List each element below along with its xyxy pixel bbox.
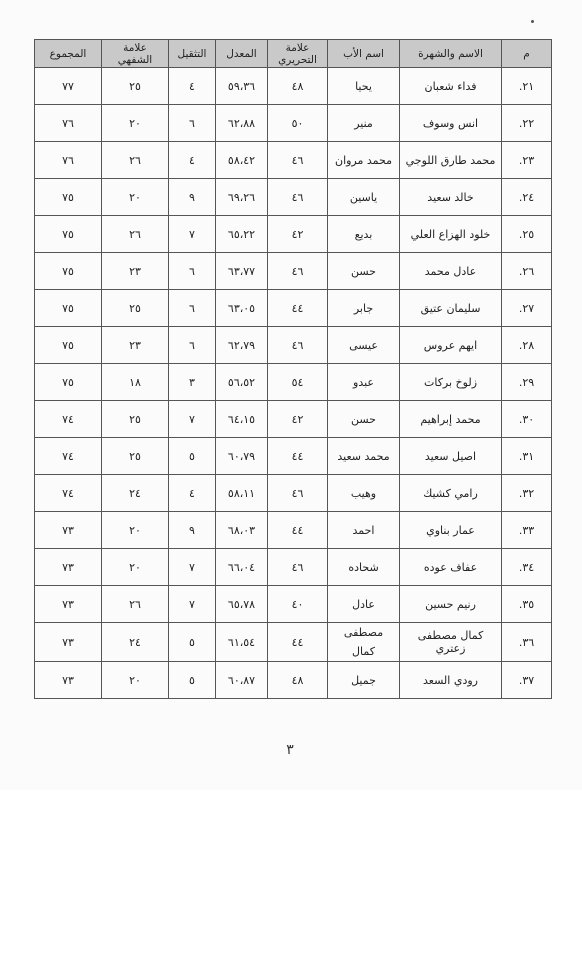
cell-father: شحاده bbox=[328, 549, 400, 586]
table-row bbox=[35, 512, 552, 549]
cell-oral: ٢٦ bbox=[102, 216, 169, 253]
cell-average: ٦١،٥٤ bbox=[216, 623, 268, 662]
cell-oral: ٢٥ bbox=[102, 68, 169, 105]
cell-total: ٧٣ bbox=[35, 512, 102, 549]
cell-oral: ٢٣ bbox=[102, 253, 169, 290]
cell-name: خالد سعيد bbox=[400, 179, 502, 216]
cell-average: ٦٢،٨٨ bbox=[216, 105, 268, 142]
table-row bbox=[35, 253, 552, 290]
table-row bbox=[35, 438, 552, 475]
cell-num: ٣٦. bbox=[502, 623, 552, 662]
cell-transfer: ٧ bbox=[169, 586, 216, 623]
cell-name: زلوخ بركات bbox=[400, 364, 502, 401]
page-number: ٣ bbox=[286, 742, 294, 758]
cell-transfer: ٦ bbox=[169, 290, 216, 327]
cell-name: رنيم حسين bbox=[400, 586, 502, 623]
cell-total: ٧٥ bbox=[35, 253, 102, 290]
cell-written: ٤٦ bbox=[268, 475, 328, 512]
cell-transfer: ٤ bbox=[169, 475, 216, 512]
header-average: المعدل bbox=[216, 40, 268, 68]
cell-written: ٤٦ bbox=[268, 327, 328, 364]
cell-total: ٧٣ bbox=[35, 662, 102, 699]
cell-transfer: ٥ bbox=[169, 438, 216, 475]
cell-average: ٥٦،٥٢ bbox=[216, 364, 268, 401]
cell-num: ٣٢. bbox=[502, 475, 552, 512]
cell-oral: ١٨ bbox=[102, 364, 169, 401]
header-oral: علامة الشفهي bbox=[102, 40, 169, 68]
cell-name: اصيل سعيد bbox=[400, 438, 502, 475]
cell-average: ٦٩،٢٦ bbox=[216, 179, 268, 216]
table-row bbox=[35, 549, 552, 586]
cell-written: ٤٤ bbox=[268, 290, 328, 327]
cell-average: ٥٨،٤٢ bbox=[216, 142, 268, 179]
cell-average: ٥٨،١١ bbox=[216, 475, 268, 512]
cell-written: ٤٦ bbox=[268, 549, 328, 586]
cell-transfer: ٥ bbox=[169, 662, 216, 699]
cell-oral: ٢٠ bbox=[102, 549, 169, 586]
cell-average: ٥٩،٣٦ bbox=[216, 68, 268, 105]
cell-transfer: ٧ bbox=[169, 401, 216, 438]
cell-name: عفاف عوده bbox=[400, 549, 502, 586]
cell-written: ٤٢ bbox=[268, 401, 328, 438]
cell-oral: ٢٤ bbox=[102, 623, 169, 662]
cell-written: ٤٢ bbox=[268, 216, 328, 253]
cell-average: ٦٣،٠٥ bbox=[216, 290, 268, 327]
table-row bbox=[35, 179, 552, 216]
cell-name: كمال مصطفى زعتري bbox=[400, 623, 502, 662]
cell-name: عادل محمد bbox=[400, 253, 502, 290]
cell-num: ٢٥. bbox=[502, 216, 552, 253]
cell-name: عمار بناوي bbox=[400, 512, 502, 549]
cell-transfer: ٥ bbox=[169, 623, 216, 662]
cell-father: جميل bbox=[328, 662, 400, 699]
cell-total: ٧٤ bbox=[35, 438, 102, 475]
table-row bbox=[35, 662, 552, 699]
cell-average: ٦٨،٠٣ bbox=[216, 512, 268, 549]
cell-transfer: ٤ bbox=[169, 142, 216, 179]
table-row bbox=[35, 475, 552, 512]
cell-average: ٦٠،٨٧ bbox=[216, 662, 268, 699]
cell-average: ٦٥،٧٨ bbox=[216, 586, 268, 623]
cell-father: يحيا bbox=[328, 68, 400, 105]
cell-name: رامي كشيك bbox=[400, 475, 502, 512]
grades-table bbox=[34, 39, 552, 699]
cell-num: ٢٩. bbox=[502, 364, 552, 401]
cell-total: ٧٥ bbox=[35, 290, 102, 327]
cell-name: سليمان عتيق bbox=[400, 290, 502, 327]
cell-oral: ٢٠ bbox=[102, 512, 169, 549]
cell-written: ٥٠ bbox=[268, 105, 328, 142]
scan-speck bbox=[531, 20, 534, 23]
cell-oral: ٢٠ bbox=[102, 179, 169, 216]
cell-transfer: ٩ bbox=[169, 512, 216, 549]
table-row bbox=[35, 105, 552, 142]
cell-num: ٢١. bbox=[502, 68, 552, 105]
cell-transfer: ٦ bbox=[169, 327, 216, 364]
cell-father: عادل bbox=[328, 586, 400, 623]
cell-name: ايهم عروس bbox=[400, 327, 502, 364]
header-transfer: التثقيل bbox=[169, 40, 216, 68]
cell-father: محمد سعيد bbox=[328, 438, 400, 475]
cell-father: بديع bbox=[328, 216, 400, 253]
cell-num: ٣٠. bbox=[502, 401, 552, 438]
cell-written: ٥٤ bbox=[268, 364, 328, 401]
cell-num: ٢٦. bbox=[502, 253, 552, 290]
cell-oral: ٢٤ bbox=[102, 475, 169, 512]
cell-oral: ٢٣ bbox=[102, 327, 169, 364]
cell-father: وهيب bbox=[328, 475, 400, 512]
header-total: المجموع bbox=[35, 40, 102, 68]
cell-num: ٢٣. bbox=[502, 142, 552, 179]
cell-written: ٤٤ bbox=[268, 623, 328, 662]
cell-oral: ٢٦ bbox=[102, 586, 169, 623]
cell-num: ٣١. bbox=[502, 438, 552, 475]
cell-transfer: ٣ bbox=[169, 364, 216, 401]
cell-written: ٤٨ bbox=[268, 662, 328, 699]
cell-father: جابر bbox=[328, 290, 400, 327]
cell-oral: ٢٠ bbox=[102, 662, 169, 699]
cell-total: ٧٤ bbox=[35, 401, 102, 438]
cell-oral: ٢٥ bbox=[102, 401, 169, 438]
cell-father: احمد bbox=[328, 512, 400, 549]
cell-num: ٣٣. bbox=[502, 512, 552, 549]
cell-transfer: ٤ bbox=[169, 68, 216, 105]
cell-written: ٤٠ bbox=[268, 586, 328, 623]
cell-num: ٣٥. bbox=[502, 586, 552, 623]
cell-num: ٢٢. bbox=[502, 105, 552, 142]
table-row bbox=[35, 327, 552, 364]
cell-written: ٤٤ bbox=[268, 438, 328, 475]
table-row bbox=[35, 216, 552, 253]
cell-num: ٢٧. bbox=[502, 290, 552, 327]
cell-num: ٣٤. bbox=[502, 549, 552, 586]
cell-average: ٦٥،٢٢ bbox=[216, 216, 268, 253]
cell-written: ٤٦ bbox=[268, 253, 328, 290]
cell-name: رودي السعد bbox=[400, 662, 502, 699]
cell-name: محمد طارق اللوجي bbox=[400, 142, 502, 179]
cell-father: عبدو bbox=[328, 364, 400, 401]
table-row bbox=[35, 290, 552, 327]
cell-total: ٧٣ bbox=[35, 586, 102, 623]
cell-transfer: ٦ bbox=[169, 105, 216, 142]
cell-written: ٤٦ bbox=[268, 142, 328, 179]
cell-average: ٦٤،١٥ bbox=[216, 401, 268, 438]
cell-father: منير bbox=[328, 105, 400, 142]
cell-num: ٢٤. bbox=[502, 179, 552, 216]
cell-num: ٢٨. bbox=[502, 327, 552, 364]
cell-total: ٧٥ bbox=[35, 327, 102, 364]
cell-total: ٧٧ bbox=[35, 68, 102, 105]
cell-transfer: ٧ bbox=[169, 549, 216, 586]
cell-total: ٧٣ bbox=[35, 549, 102, 586]
table-row bbox=[35, 586, 552, 623]
cell-transfer: ٧ bbox=[169, 216, 216, 253]
cell-total: ٧٦ bbox=[35, 142, 102, 179]
header-row bbox=[35, 40, 552, 68]
cell-total: ٧٥ bbox=[35, 216, 102, 253]
cell-name: انس وسوف bbox=[400, 105, 502, 142]
cell-written: ٤٦ bbox=[268, 179, 328, 216]
cell-average: ٦٠،٧٩ bbox=[216, 438, 268, 475]
cell-average: ٦٣،٧٧ bbox=[216, 253, 268, 290]
page-margin bbox=[0, 790, 582, 960]
cell-name: محمد إبراهيم bbox=[400, 401, 502, 438]
cell-transfer: ٦ bbox=[169, 253, 216, 290]
cell-oral: ٢٥ bbox=[102, 438, 169, 475]
header-father: اسم الأب bbox=[328, 40, 400, 68]
table-row bbox=[35, 401, 552, 438]
cell-name: فداء شعبان bbox=[400, 68, 502, 105]
cell-oral: ٢٦ bbox=[102, 142, 169, 179]
cell-oral: ٢٥ bbox=[102, 290, 169, 327]
cell-total: ٧٥ bbox=[35, 179, 102, 216]
cell-father: حسن bbox=[328, 401, 400, 438]
cell-written: ٤٤ bbox=[268, 512, 328, 549]
cell-average: ٦٢،٧٩ bbox=[216, 327, 268, 364]
header-written: علامة التحريري bbox=[268, 40, 328, 68]
cell-oral: ٢٠ bbox=[102, 105, 169, 142]
cell-written: ٤٨ bbox=[268, 68, 328, 105]
cell-total: ٧٥ bbox=[35, 364, 102, 401]
cell-father: مصطفى كمال bbox=[328, 623, 400, 662]
header-num: م bbox=[502, 40, 552, 68]
cell-num: ٣٧. bbox=[502, 662, 552, 699]
cell-father: ياسين bbox=[328, 179, 400, 216]
cell-total: ٧٣ bbox=[35, 623, 102, 662]
table-row bbox=[35, 623, 552, 662]
cell-father: محمد مروان bbox=[328, 142, 400, 179]
table-row bbox=[35, 364, 552, 401]
table-row bbox=[35, 68, 552, 105]
cell-transfer: ٩ bbox=[169, 179, 216, 216]
header-name: الاسم والشهرة bbox=[400, 40, 502, 68]
cell-total: ٧٦ bbox=[35, 105, 102, 142]
cell-father: عيسى bbox=[328, 327, 400, 364]
cell-average: ٦٦،٠٤ bbox=[216, 549, 268, 586]
cell-total: ٧٤ bbox=[35, 475, 102, 512]
cell-father: حسن bbox=[328, 253, 400, 290]
cell-name: خلود الهزاع العلي bbox=[400, 216, 502, 253]
table-row bbox=[35, 142, 552, 179]
